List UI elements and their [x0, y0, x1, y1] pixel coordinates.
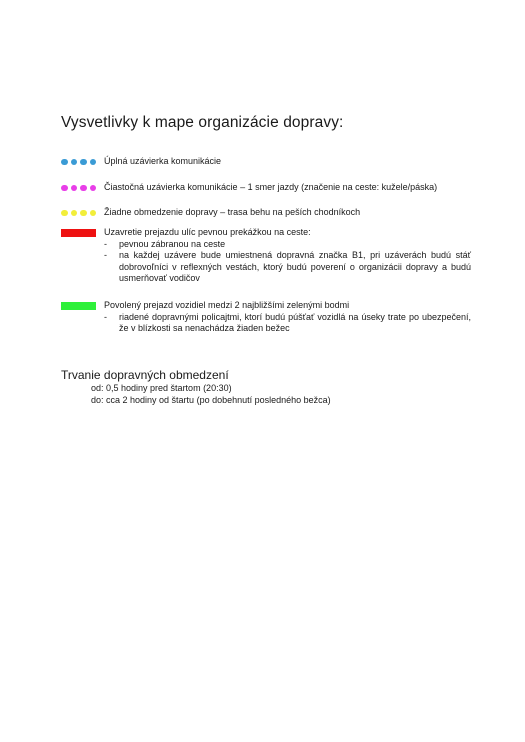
blue-dots-marker [61, 158, 99, 166]
duration-to: do: cca 2 hodiny od štartu (po dobehnutí posledného bežca) [91, 394, 331, 405]
legend-label: Úplná uzávierka komunikácie [104, 156, 222, 166]
legend-item-partial-closure [61, 182, 471, 194]
legend-subitem: - riadené dopravnými policajtmi, ktorí budú púšťať vozidlá na úseky trate po ubezpečení, že v blízkosti sa nenachádza žiaden bežec [104, 311, 471, 333]
legend-label: Uzavretie prejazdu ulíc pevnou prekážkou na ceste: [104, 227, 311, 237]
legend-label: Žiadne obmedzenie dopravy – trasa behu na peších chodníkoch [104, 207, 361, 217]
red-bar-marker [61, 229, 99, 237]
magenta-dots-marker [61, 184, 99, 192]
legend-label: Povolený prejazd vozidiel medzi 2 najbližšími zelenými bodmi [104, 300, 350, 310]
legend-label: Čiastočná uzávierka komunikácie – 1 smer jazdy (značenie na ceste: kužele/páska) [104, 182, 438, 192]
green-bar-marker [61, 302, 99, 310]
legend-item-barrier-closure [61, 227, 471, 285]
duration-heading: Trvanie dopravných obmedzení [61, 368, 229, 382]
yellow-dots-marker [61, 209, 99, 217]
duration-from: od: 0,5 hodiny pred štartom (20:30) [91, 383, 232, 393]
legend-item-full-closure [61, 156, 471, 168]
legend-subitem: - na každej uzávere bude umiestnená dopravná značka B1, pri uzáverách budú stáť dobrovoľníci v reflexných vestách, ktorý budú poverení o organizácii dopravy a budú usmerňovať vodičov [104, 250, 471, 283]
legend-item-no-restriction [61, 207, 471, 219]
page-title: Vysvetlivky k mape organizácie dopravy: [61, 114, 344, 131]
legend-item-allowed-passage [61, 300, 471, 335]
legend-subitem: - pevnou zábranou na ceste [104, 238, 226, 249]
duration-section [61, 368, 331, 406]
